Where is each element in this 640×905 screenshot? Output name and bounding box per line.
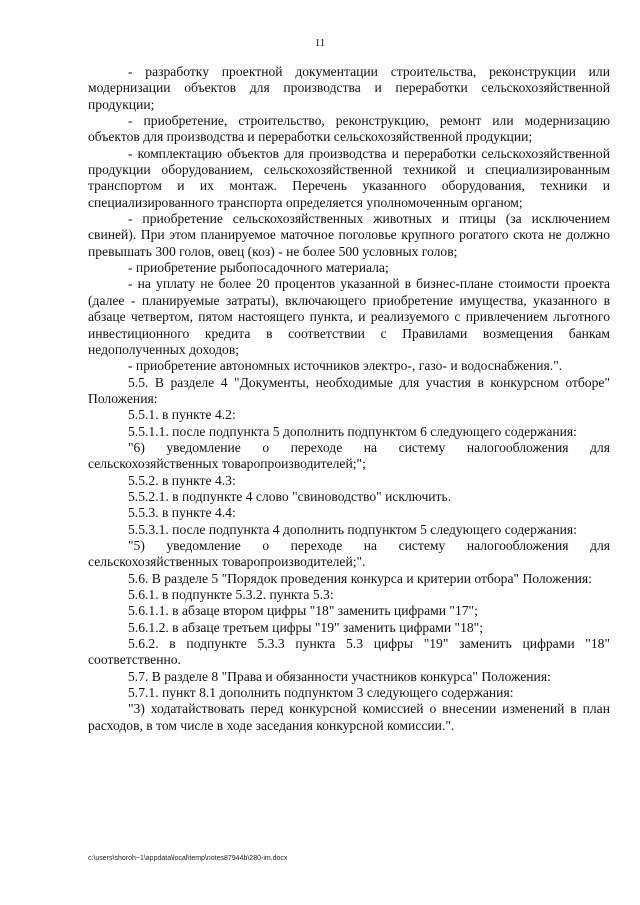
paragraph: - комплектацию объектов для производства и переработки сельскохозяйственной продукции оборудованием, сельскохозяйственной техникой и специализированным транспортом и их монтаж. Перечень указанного оборудования, техники и специализированного транспорта определяется уполномоченным органом; (88, 145, 610, 210)
paragraph: 5.5. В разделе 4 "Документы, необходимые для участия в конкурсном отборе" Положения: (88, 374, 610, 406)
paragraph: 5.6.1.1. в абзаце втором цифры "18" заменить цифрами "17"; (128, 603, 478, 619)
paragraph: 5.6.2. в подпункте 5.3.3 пункта 5.3 цифры "19" заменить цифрами "18" соответственно. (88, 636, 610, 668)
paragraph: - разработку проектной документации строительства, реконструкции или модернизации объектов для производства и переработки сельскохозяйственной продукции; (88, 64, 610, 112)
paragraph: "6) уведомление о переходе на систему налогообложения для сельскохозяйственных товаропроизводителей;"; (88, 439, 610, 472)
paragraph: 5.6. В разделе 5 "Порядок проведения конкурса и критерии отбора" Положения: (128, 570, 592, 586)
page-number: 11 (314, 37, 326, 49)
paragraph: 5.5.1.1. после подпункта 5 дополнить подпунктом 6 следующего содержания: (128, 423, 577, 439)
file-path-footer: c:\users\shoroh~1\appdata\local\temp\notes87944b\280-im.docx (88, 855, 288, 862)
document-body (88, 64, 610, 734)
paragraph: 5.7. В разделе 8 "Права и обязанности участников конкурса" Положения: (128, 668, 551, 684)
paragraph: 5.5.2. в пункте 4.3: (128, 472, 236, 488)
paragraph: "3) ходатайствовать перед конкурсной комиссией о внесении изменений в план расходов, в том числе в ходе заседания конкурсной комиссии.". (88, 701, 610, 733)
paragraph: 5.6.1. в подпункте 5.3.2. пункта 5.3: (128, 587, 334, 602)
paragraph: - приобретение, строительство, реконструкцию, ремонт или модернизацию объектов для производства и переработки сельскохозяйственной продукции; (88, 113, 610, 145)
paragraph: - приобретение рыбопосадочного материала; (128, 260, 389, 276)
paragraph: - на уплату не более 20 процентов указанной в бизнес-плане стоимости проекта (далее - планируемые затраты), включающего приобретение имущества, указанного в абзаце четвертом, пятом настоящего пункта, и реализуемого с привлечением льготного инвестиционного кредита в соответствии с Правилами возмещения банкам недополученных доходов; (88, 276, 610, 357)
paragraph: - приобретение сельскохозяйственных животных и птицы (за исключением свиней). При этом планируемое маточное поголовье крупного рогатого скота не должно превышать 300 голов, овец (коз) - не более 500 условных голов; (88, 211, 610, 259)
paragraph: 5.5.1. в пункте 4.2: (128, 407, 236, 423)
paragraph: - приобретение автономных источников электро-, газо- и водоснабжения.". (128, 358, 563, 374)
paragraph: "5) уведомление о переходе на систему налогообложения для сельскохозяйственных товаропроизводителей;". (88, 537, 610, 570)
paragraph: 5.5.3. в пункте 4.4: (128, 505, 236, 521)
paragraph: 5.5.2.1. в подпункте 4 слово "свиноводство" исключить. (128, 488, 452, 504)
paragraph: 5.6.1.2. в абзаце третьем цифры "19" заменить цифрами "18"; (128, 619, 484, 635)
paragraph: 5.7.1. пункт 8.1 дополнить подпунктом 3 следующего содержания: (128, 685, 514, 701)
paragraph: 5.5.3.1. после подпункта 4 дополнить подпунктом 5 следующего содержания: (128, 521, 577, 537)
